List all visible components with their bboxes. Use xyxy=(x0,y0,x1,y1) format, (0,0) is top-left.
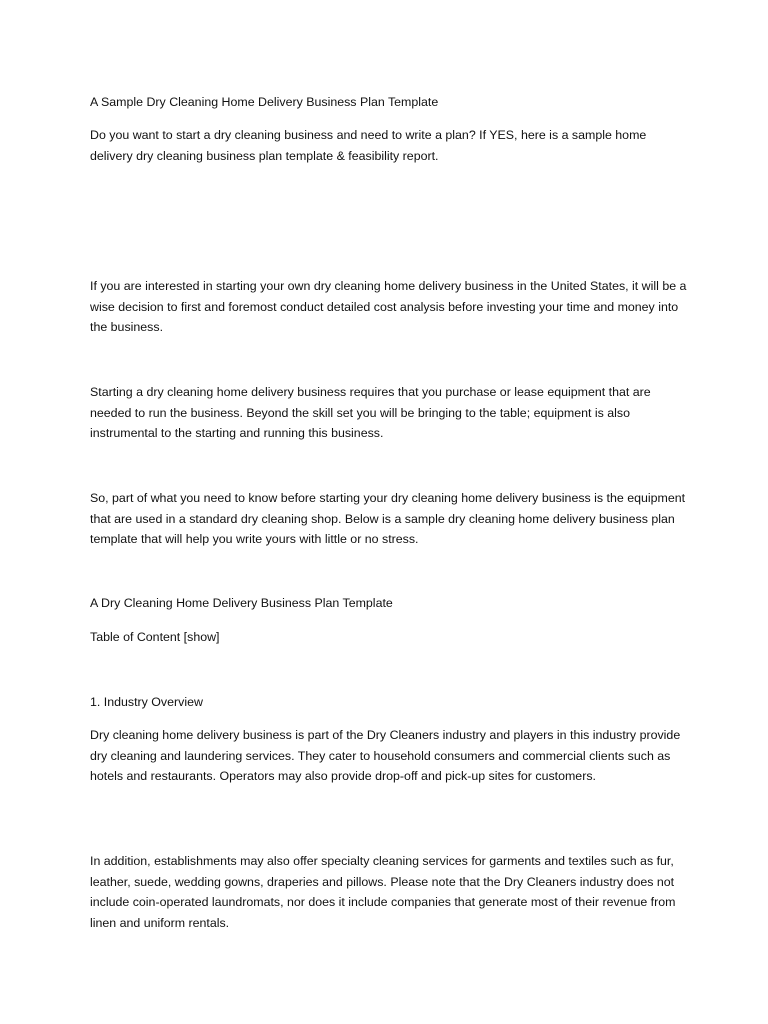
paragraph-cost-analysis: If you are interested in starting your own dry cleaning home delivery business in the United States, it will be a wise decision to first and foremost conduct detailed cost analysis before investing your time and money into the business. xyxy=(90,279,687,335)
section-heading-industry-overview: 1. Industry Overview xyxy=(90,695,203,709)
paragraph-standard-shop: So, part of what you need to know before starting your dry cleaning home delivery business is the equipment that are used in a standard dry cleaning shop. Below is a sample dry cleaning home delivery business plan template that will help you write yours with little or no stress. xyxy=(90,491,686,547)
paragraph-industry-overview: Dry cleaning home delivery business is part of the Dry Cleaners industry and players in this industry provide dry cleaning and laundering services. They cater to household consumers and commercial clients such as hotels and restaurants. Operators may also provide drop-off and pick-up sites for customers. xyxy=(90,728,681,784)
document-page xyxy=(90,0,690,1024)
document-title: A Sample Dry Cleaning Home Delivery Business Plan Template xyxy=(90,95,439,109)
subtitle: A Dry Cleaning Home Delivery Business Plan Template xyxy=(90,596,393,610)
paragraph-equipment: Starting a dry cleaning home delivery business requires that you purchase or lease equipment that are needed to run the business. Beyond the skill set you will be bringing to the table; equipment is also instrumental to the starting and running this business. xyxy=(90,385,651,441)
table-of-content-toggle[interactable]: Table of Content [show] xyxy=(90,630,220,644)
paragraph-specialty-cleaning: In addition, establishments may also offer specialty cleaning services for garments and textiles such as fur, leather, suede, wedding gowns, draperies and pillows. Please note that the Dry Cleaners industry does not include coin-operated laundromats, nor does it include companies that generate most of their revenue from linen and uniform rentals. xyxy=(90,854,676,930)
intro-paragraph: Do you want to start a dry cleaning business and need to write a plan? If YES, here is a sample home delivery dry cleaning business plan template & feasibility report. xyxy=(90,128,647,163)
